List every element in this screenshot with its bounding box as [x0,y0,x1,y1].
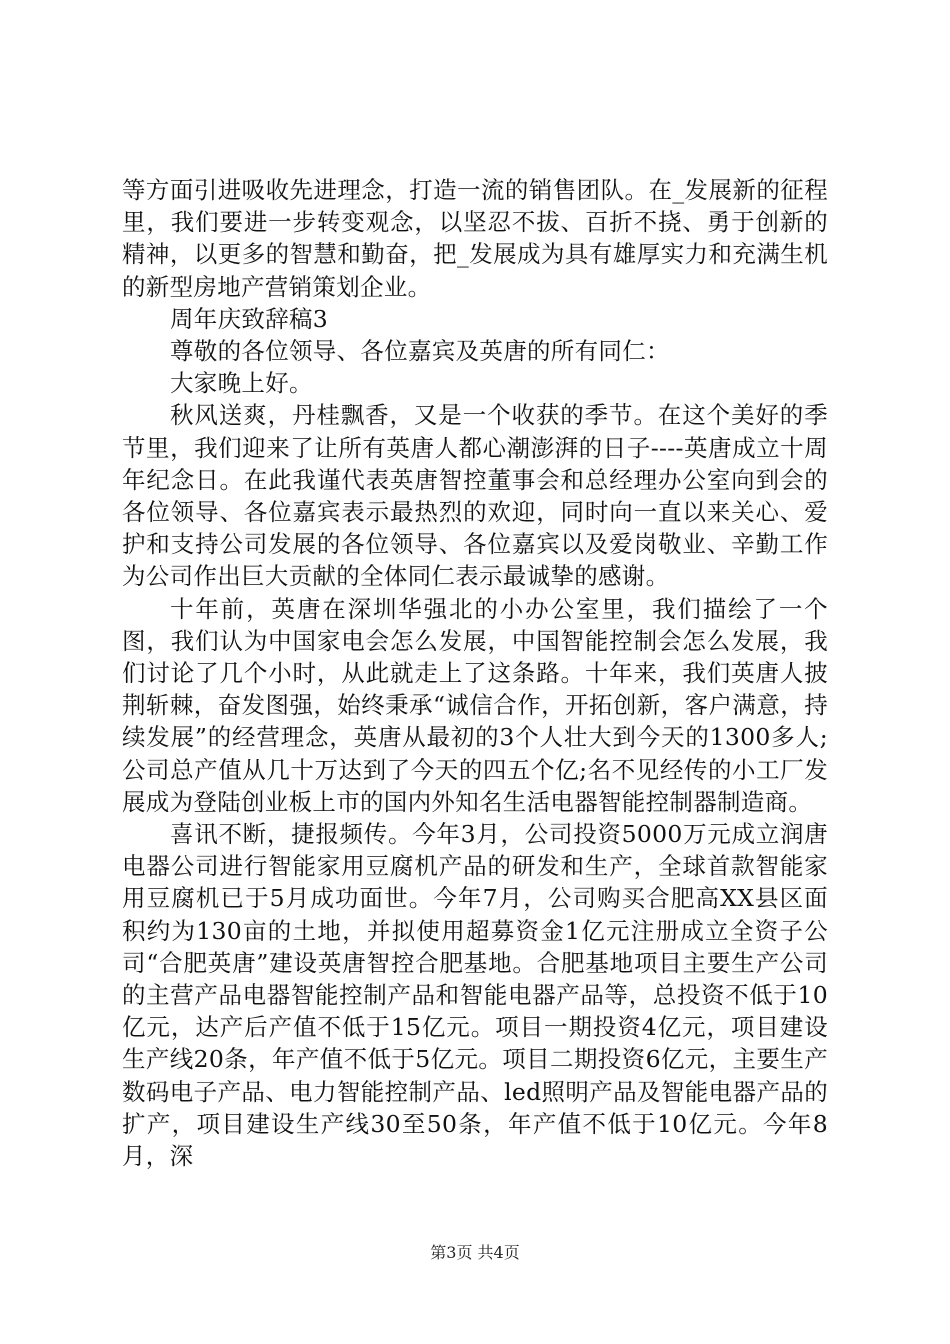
paragraph-good-news: 喜讯不断，捷报频传。今年3月，公司投资5000万元成立润唐电器公司进行智能家用豆腐机产品的研发和生产，全球首款智能家用豆腐机已于5月成功面世。今年7月，公司购买合肥高XX县区面积约为130亩的土地，并拟使用超募资金1亿元注册成立全资子公司“合肥英唐”建设英唐智控合肥基地。合肥基地项目主要生产公司的主营产品电器智能控制产品和智能电器产品等，总投资不低于10亿元，达产后产值不低于15亿元。项目一期投资4亿元，项目建设生产线20条，年产值不低于5亿元。项目二期投资6亿元，主要生产数码电子产品、电力智能控制产品、led照明产品及智能电器产品的扩产，项目建设生产线30至50条，年产值不低于10亿元。今年8月，深 [122,820,828,1171]
paragraph-ten-years-ago: 十年前，英唐在深圳华强北的小办公室里，我们描绘了一个图，我们认为中国家电会怎么发展，中国智能控制会怎么发展，我们讨论了几个小时，从此就走上了这条路。十年来，我们英唐人披荆斩棘，奋发图强，始终秉承“诚信合作，开拓创新，客户满意，持续发展”的经营理念，英唐从最初的3个人壮大到今天的1300多人;公司总产值从几十万达到了今天的四五个亿;名不见经传的小工厂发展成为登陆创业板上市的国内外知名生活电器智能控制器制造商。 [122,594,828,816]
paragraph-greeting: 大家晚上好。 [170,369,313,398]
paragraph-intro-continuation: 等方面引进吸收先进理念，打造一流的销售团队。在_发展新的征程里，我们要进一步转变观念，以坚忍不拔、百折不挠、勇于创新的精神，以更多的智慧和勤奋，把_发展成为具有雄厚实力和充满生机的新型房地产营销策划企业。 [122,176,828,301]
document-body [122,174,828,1172]
paragraph-section-heading: 周年庆致辞稿3 [170,304,329,333]
paragraph-autumn: 秋风送爽，丹桂飘香，又是一个收获的季节。在这个美好的季节里，我们迎来了让所有英唐人都心潮澎湃的日子----英唐成立十周年纪念日。在此我谨代表英唐智控董事会和总经理办公室向到会的各位领导、各位嘉宾表示最热烈的欢迎，同时向一直以来关心、爱护和支持公司发展的各位领导、各位嘉宾以及爱岗敬业、辛勤工作为公司作出巨大贡献的全体同仁表示最诚挚的感谢。 [122,401,828,591]
page-number-footer: 第3页 共4页 [430,1243,520,1262]
paragraph-salutation: 尊敬的各位领导、各位嘉宾及英唐的所有同仁： [170,337,670,366]
